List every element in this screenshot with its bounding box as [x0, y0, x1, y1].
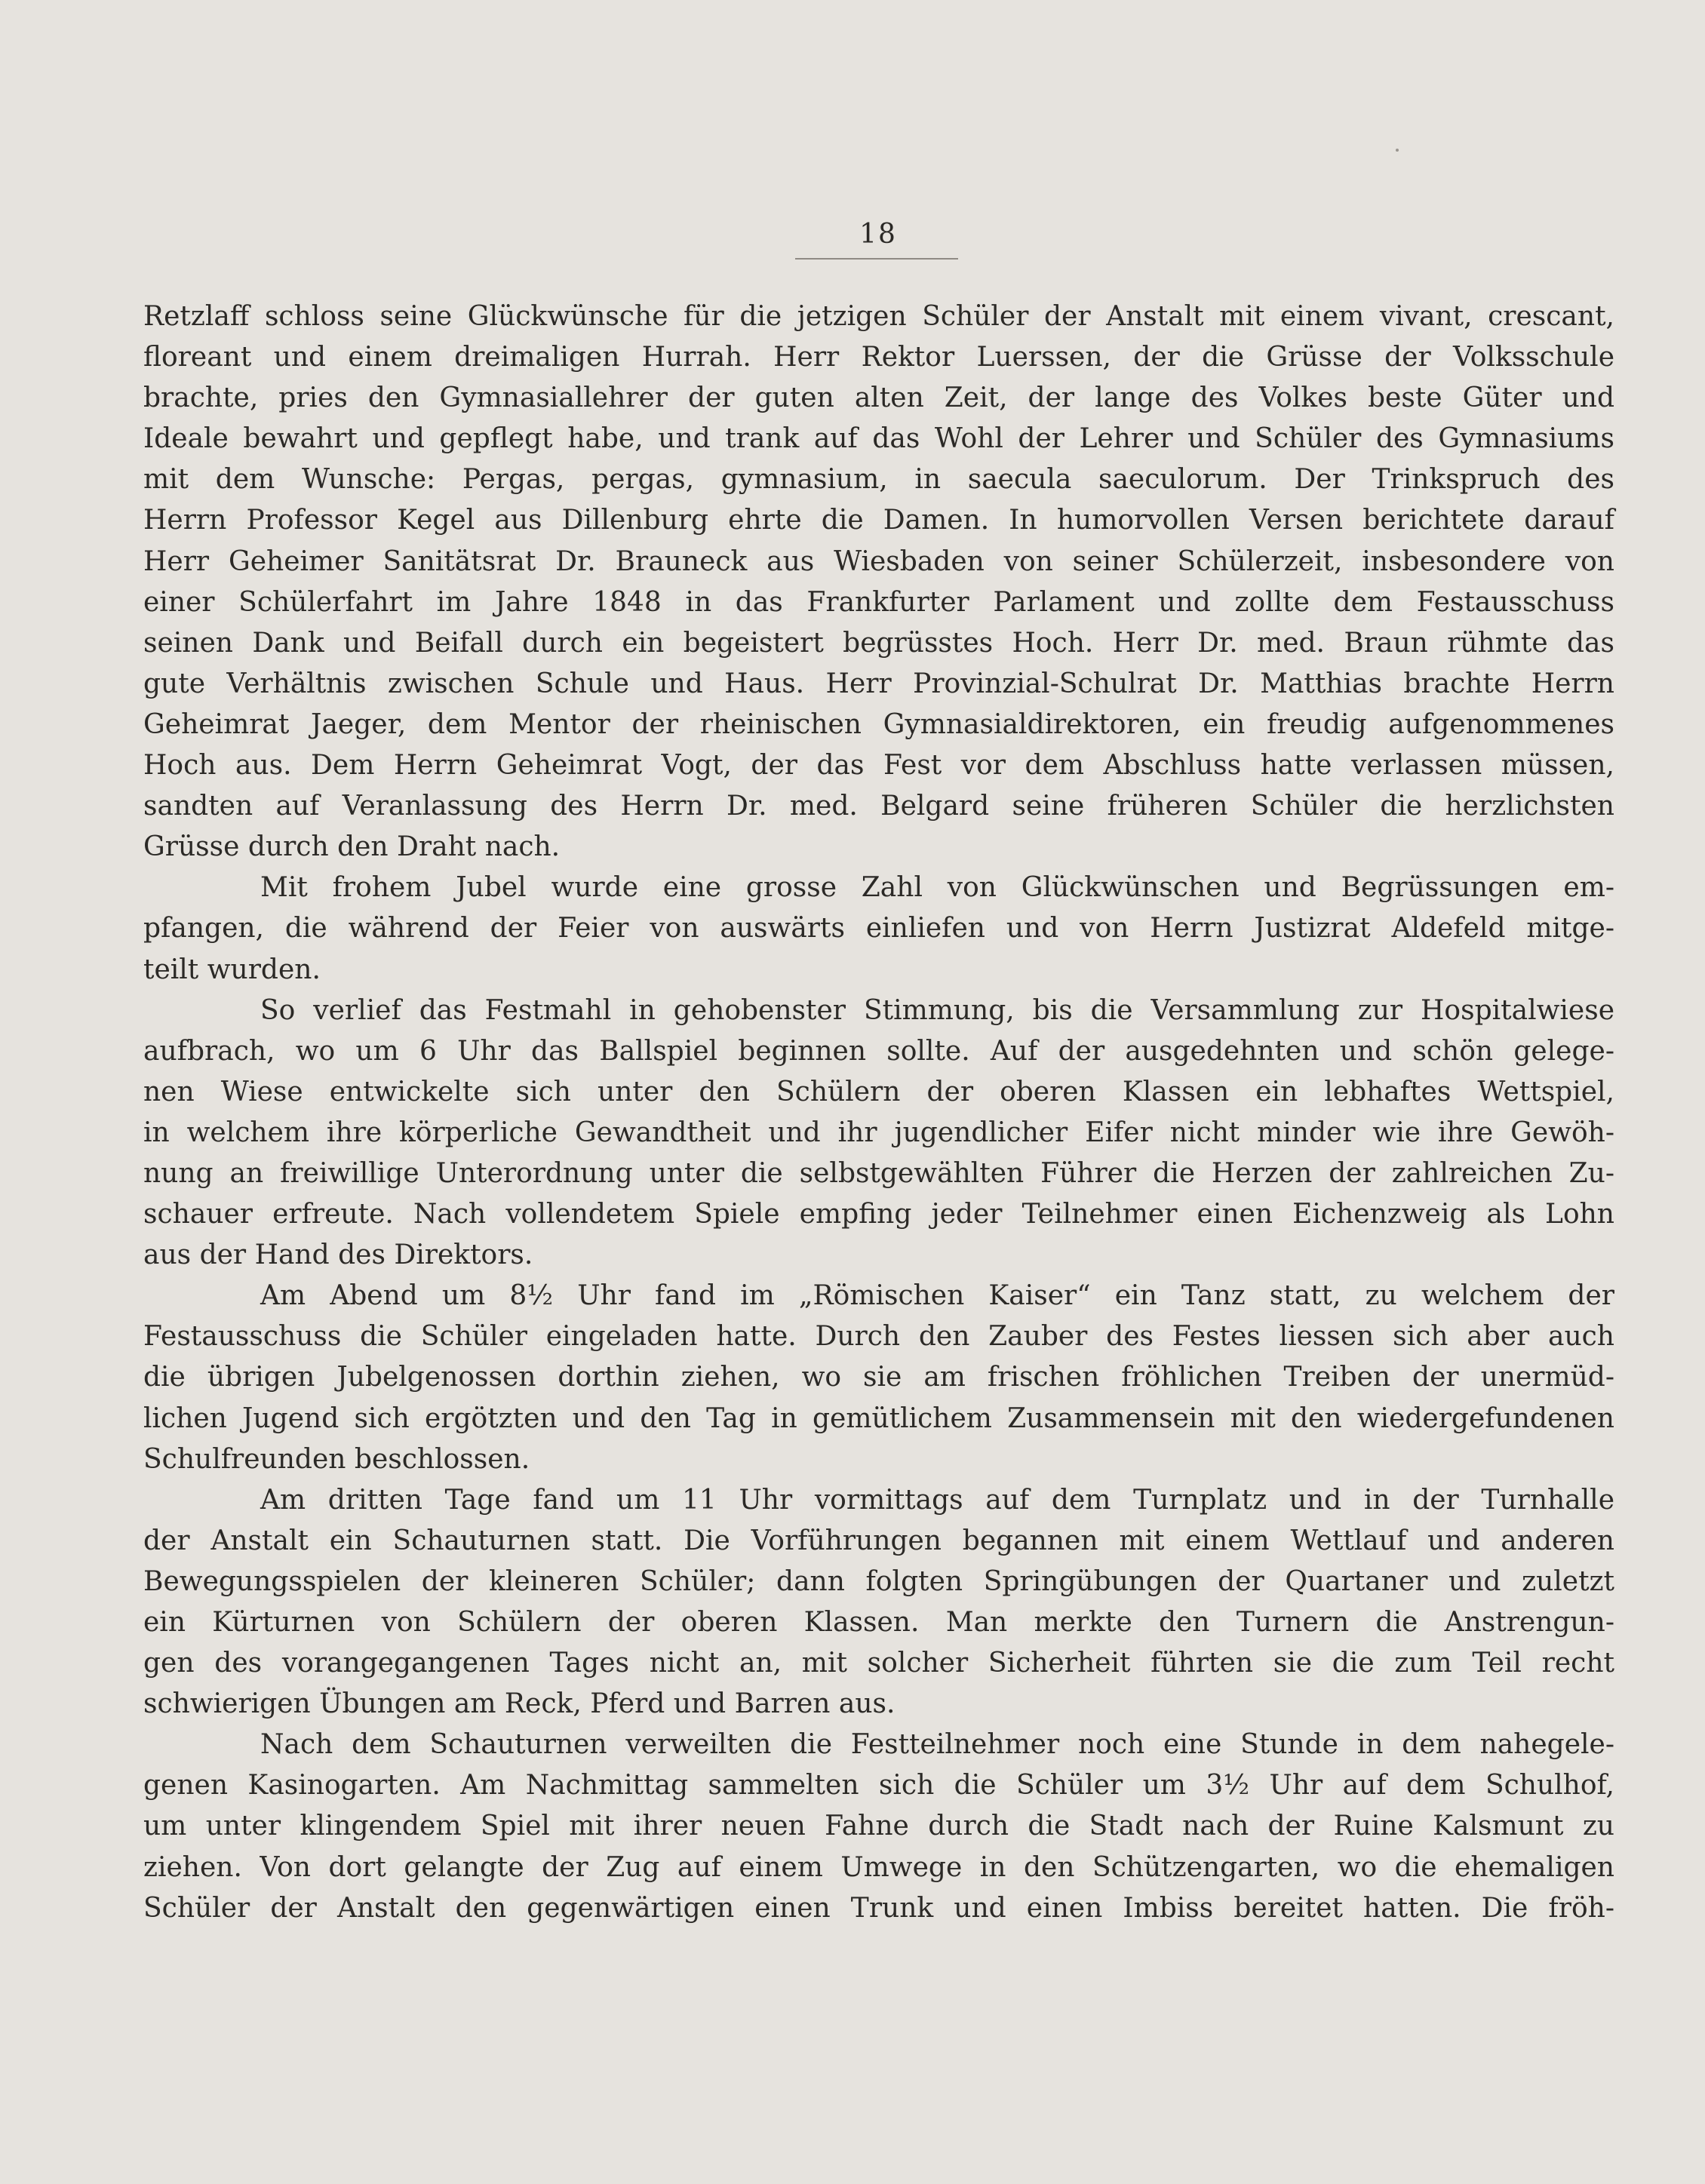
text-line: teilt wurden.	[143, 954, 321, 985]
header-rule	[795, 258, 958, 260]
text-line: Grüsse durch den Draht nach.	[143, 831, 561, 863]
text-line: der Anstalt ein Schauturnen statt. Die Vorführungen begannen mit einem Wettlauf und anderen	[143, 1525, 1614, 1556]
text-line: ziehen. Von dort gelangte der Zug auf einem Umwege in den Schützengarten, wo die ehemaligen	[143, 1851, 1614, 1883]
text-line: Herrn Professor Kegel aus Dillenburg ehrte die Damen. In humorvollen Versen berichtete darauf	[143, 505, 1614, 536]
text-line: die übrigen Jubelgenossen dorthin ziehen, wo sie am frischen fröhlichen Treiben der unermüd-	[143, 1362, 1614, 1393]
text-line: So verlief das Festmahl in gehobenster Stimmung, bis die Versammlung zur Hospitalwiese	[260, 994, 1614, 1026]
text-line: Schüler der Anstalt den gegenwärtigen einen Trunk und einen Imbiss bereitet hatten. Die fröh-	[143, 1892, 1614, 1924]
text-line: Geheimrat Jaeger, dem Mentor der rheinischen Gymnasialdirektoren, ein freudig aufgenommenes	[143, 708, 1614, 740]
text-line: ein Kürturnen von Schülern der oberen Klassen. Man merkte den Turnern die Anstrengun-	[143, 1607, 1614, 1638]
text-line: Am Abend um 8½ Uhr fand im „Römischen Kaiser“ ein Tanz statt, zu welchem der	[260, 1280, 1614, 1312]
text-line: nen Wiese entwickelte sich unter den Schülern der oberen Klassen ein lebhaftes Wettspiel,	[143, 1076, 1614, 1107]
text-line: Mit frohem Jubel wurde eine grosse Zahl von Glückwünschen und Begrüssungen em-	[260, 872, 1614, 904]
text-line: Hoch aus. Dem Herrn Geheimrat Vogt, der das Fest vor dem Abschluss hatte verlassen müssen,	[143, 750, 1614, 782]
text-line: Schulfreunden beschlossen.	[143, 1443, 530, 1475]
text-line: mit dem Wunsche: Pergas, pergas, gymnasium, in saecula saeculorum. Der Trinkspruch des	[143, 464, 1614, 496]
text-line: seinen Dank und Beifall durch ein begeistert begrüsstes Hoch. Herr Dr. med. Braun rühmte das	[143, 627, 1614, 659]
text-line: um unter klingendem Spiel mit ihrer neuen Fahne durch die Stadt nach der Ruine Kalsmunt zu	[143, 1811, 1614, 1842]
text-line: Herr Geheimer Sanitätsrat Dr. Brauneck aus Wiesbaden von seiner Schülerzeit, insbesondere von	[143, 545, 1614, 577]
text-line: aus der Hand des Direktors.	[143, 1239, 533, 1271]
text-line: pfangen, die während der Feier von auswärts einliefen und von Herrn Justizrat Aldefeld mitge-	[143, 913, 1614, 945]
text-line: Retzlaff schloss seine Glückwünsche für die jetzigen Schüler der Anstalt mit einem vivant, crescant,	[143, 301, 1614, 332]
paper-speck	[1396, 149, 1399, 152]
text-line: Am dritten Tage fand um 11 Uhr vormittags auf dem Turnplatz und in der Turnhalle	[260, 1484, 1614, 1516]
text-line: Bewegungsspielen der kleineren Schüler; dann folgten Springübungen der Quartaner und zuletzt	[143, 1565, 1614, 1597]
text-line: Festausschuss die Schüler eingeladen hatte. Durch den Zauber des Festes liessen sich aber auch	[143, 1321, 1614, 1353]
text-line: brachte, pries den Gymnasiallehrer der guten alten Zeit, der lange des Volkes beste Güter und	[143, 382, 1614, 414]
text-line: genen Kasinogarten. Am Nachmittag sammelten sich die Schüler um 3½ Uhr auf dem Schulhof,	[143, 1770, 1614, 1802]
text-line: lichen Jugend sich ergötzten und den Tag in gemütlichem Zusammensein mit den wiedergefundenen	[143, 1402, 1614, 1434]
text-line: gute Verhältnis zwischen Schule und Haus. Herr Provinzial-Schulrat Dr. Matthias brachte Herrn	[143, 668, 1614, 699]
text-line: aufbrach, wo um 6 Uhr das Ballspiel beginnen sollte. Auf der ausgedehnten und schön gelege-	[143, 1035, 1614, 1067]
text-line: Nach dem Schauturnen verweilten die Festteilnehmer noch eine Stunde in dem nahegele-	[260, 1729, 1614, 1761]
page-number: 18	[859, 219, 897, 250]
text-line: einer Schülerfahrt im Jahre 1848 in das Frankfurter Parlament und zollte dem Festausschuss	[143, 586, 1614, 618]
text-line: schwierigen Übungen am Reck, Pferd und Barren aus.	[143, 1688, 896, 1720]
text-line: Ideale bewahrt und gepflegt habe, und trank auf das Wohl der Lehrer und Schüler des Gymnasiums	[143, 423, 1614, 455]
body-text	[143, 296, 1614, 1929]
text-line: nung an freiwillige Unterordnung unter die selbstgewählten Führer die Herzen der zahlreichen Zu-	[143, 1157, 1614, 1189]
text-line: floreant und einem dreimaligen Hurrah. Herr Rektor Luerssen, der die Grüsse der Volksschule	[143, 342, 1614, 373]
text-line: sandten auf Veranlassung des Herrn Dr. med. Belgard seine früheren Schüler die herzlichsten	[143, 791, 1614, 822]
text-line: in welchem ihre körperliche Gewandtheit und ihr jugendlicher Eifer nicht minder wie ihre Gewöh-	[143, 1117, 1614, 1148]
text-line: schauer erfreute. Nach vollendetem Spiele empfing jeder Teilnehmer einen Eichenzweig als Lohn	[143, 1199, 1614, 1230]
text-line: gen des vorangegangenen Tages nicht an, mit solcher Sicherheit führten sie die zum Teil recht	[143, 1648, 1614, 1679]
